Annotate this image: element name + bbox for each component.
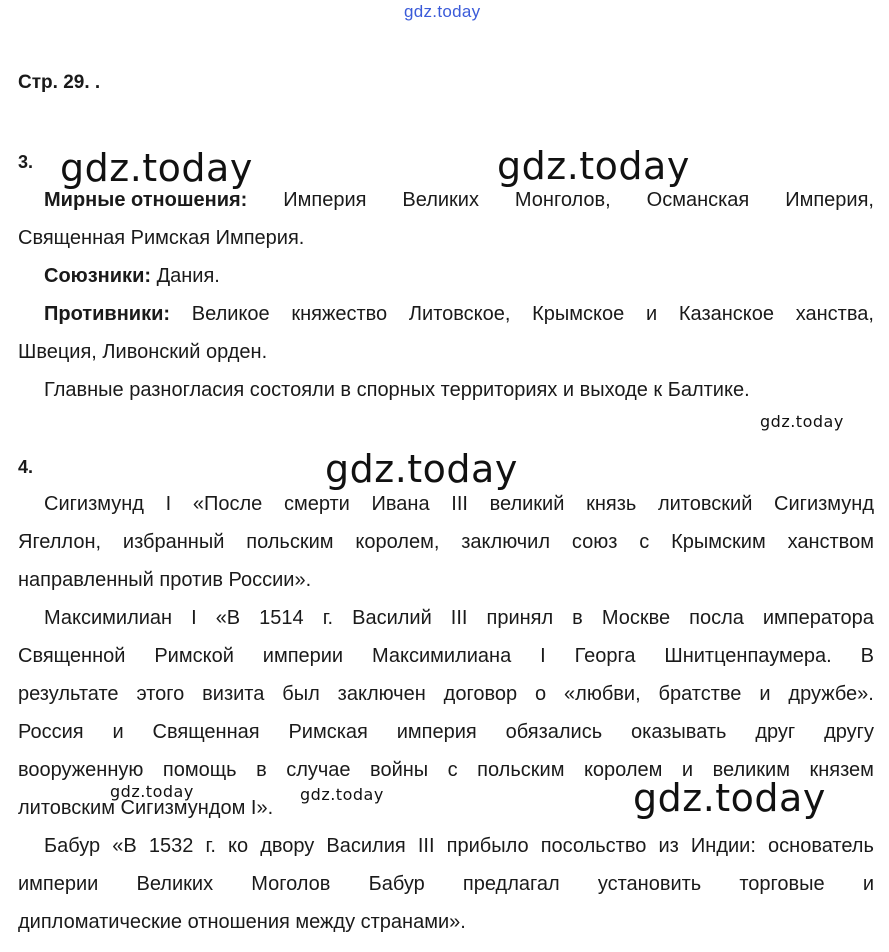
word: Римской xyxy=(154,645,234,667)
word: князем xyxy=(809,759,874,781)
word: Сигизмунд xyxy=(774,493,874,515)
word: оказывать xyxy=(631,721,727,743)
word: Крымским xyxy=(671,531,766,553)
word: случае xyxy=(286,759,351,781)
word: польским xyxy=(246,531,334,553)
word: Империя xyxy=(283,189,367,211)
word: Османская xyxy=(646,189,750,211)
allies-value: Дания. xyxy=(151,265,220,287)
word: и xyxy=(759,683,771,705)
p2-line-6: литовским Сигизмундом I». xyxy=(18,797,274,819)
word: в xyxy=(256,759,267,781)
allies-line xyxy=(18,257,874,295)
section-4-number: 4. xyxy=(18,457,34,477)
word: «В xyxy=(215,607,241,629)
section-3-number: 3. xyxy=(18,152,34,172)
word: королем, xyxy=(355,531,440,553)
word: предлагал xyxy=(462,873,560,895)
word: Ивана xyxy=(371,493,430,515)
p1-line-1 xyxy=(18,485,874,523)
word: I xyxy=(540,645,546,667)
word: братстве xyxy=(658,683,742,705)
p2-line-2 xyxy=(18,637,874,675)
word: польским xyxy=(477,759,565,781)
word: основатель xyxy=(768,835,874,857)
word: «В xyxy=(112,835,137,857)
word: I xyxy=(191,607,197,629)
word: прибыло xyxy=(446,835,529,857)
word: посла xyxy=(689,607,744,629)
p2-line-3 xyxy=(18,675,874,713)
word: и xyxy=(112,721,124,743)
word: «любви, xyxy=(564,683,641,705)
word: империи xyxy=(262,645,344,667)
word: посольство xyxy=(540,835,647,857)
word: с xyxy=(447,759,458,781)
word: Казанское xyxy=(678,303,774,325)
word: I xyxy=(165,493,172,515)
word: союз xyxy=(571,531,618,553)
section-3-text xyxy=(18,181,874,409)
word: ханством xyxy=(787,531,874,553)
peace-line-1 xyxy=(18,181,874,219)
word: Литовское, xyxy=(408,303,511,325)
word: Сигизмунд xyxy=(44,493,144,515)
word: заключен xyxy=(337,683,426,705)
word: III xyxy=(450,607,468,629)
watermark: gdz.today xyxy=(325,447,518,491)
word: двору xyxy=(260,835,315,857)
word: установить xyxy=(597,873,702,895)
word: Монголов, xyxy=(514,189,611,211)
top-watermark: gdz.today xyxy=(404,2,481,21)
word: Моголов xyxy=(251,873,331,895)
watermark: gdz.today xyxy=(760,412,844,431)
conclusion-line: Главные разногласия состояли в спорных территориях и выходе к Балтике. xyxy=(44,379,750,401)
word: великий xyxy=(489,493,565,515)
word: княжество xyxy=(291,303,388,325)
word: обязались xyxy=(505,721,603,743)
word: Москве xyxy=(601,607,671,629)
word: дружбе». xyxy=(788,683,874,705)
p3-line-3: дипломатические отношения между странами». xyxy=(18,911,466,933)
word: ко xyxy=(228,835,249,857)
word: Бабур xyxy=(44,835,101,857)
word: о xyxy=(535,683,547,705)
word: императора xyxy=(762,607,874,629)
word: Максимилиана xyxy=(372,645,512,667)
word: великим xyxy=(712,759,790,781)
word: другу xyxy=(824,721,874,743)
peace-line-2: Священная Римская Империя. xyxy=(18,227,305,249)
p3-line-2 xyxy=(18,865,874,903)
word: Великих xyxy=(402,189,479,211)
word: Василия xyxy=(326,835,406,857)
word: Ягеллон, xyxy=(18,531,102,553)
word: и xyxy=(681,759,694,781)
word: III xyxy=(417,835,435,857)
word: в xyxy=(572,607,583,629)
word: Василий xyxy=(352,607,432,629)
word: Крымское xyxy=(532,303,625,325)
word: Шнитценпаумера. xyxy=(664,645,832,667)
word: г. xyxy=(205,835,216,857)
word: 1532 xyxy=(148,835,194,857)
word: Бабур xyxy=(368,873,425,895)
word: III xyxy=(451,493,468,515)
word: договор xyxy=(443,683,518,705)
watermark: gdz.today xyxy=(633,776,826,820)
word: г. xyxy=(322,607,334,629)
word: торговые xyxy=(739,873,825,895)
word: этого xyxy=(136,683,185,705)
word: князь xyxy=(586,493,637,515)
watermark: gdz.today xyxy=(110,782,194,801)
word: войны xyxy=(370,759,429,781)
allies-label: Союзники: xyxy=(44,265,152,287)
word: Римская xyxy=(288,721,368,743)
word: Георга xyxy=(574,645,636,667)
word: «После xyxy=(192,493,263,515)
word: с xyxy=(639,531,650,553)
word: избранный xyxy=(122,531,225,553)
word: Россия xyxy=(18,721,84,743)
enemies-label: Противники: xyxy=(44,303,171,325)
word: смерти xyxy=(283,493,350,515)
watermark: gdz.today xyxy=(300,785,384,804)
word: ханства, xyxy=(795,303,874,325)
peace-label: Мирные отношения: xyxy=(44,189,248,211)
word: и xyxy=(646,303,658,325)
word: Великое xyxy=(191,303,270,325)
word: визита xyxy=(202,683,265,705)
word: принял xyxy=(486,607,554,629)
watermark: gdz.today xyxy=(60,146,253,190)
p2-line-1 xyxy=(18,599,874,637)
enemies-line-1 xyxy=(18,295,874,333)
word: Максимилиан xyxy=(44,607,173,629)
word: королем xyxy=(583,759,663,781)
word: Великих xyxy=(136,873,214,895)
word: и xyxy=(862,873,874,895)
enemies-line-2: Швеция, Ливонский орден. xyxy=(18,341,268,363)
word: Империя, xyxy=(785,189,874,211)
word: из xyxy=(658,835,679,857)
page-number-heading: Стр. 29. . xyxy=(18,72,101,93)
word: Индии: xyxy=(690,835,756,857)
word: империя xyxy=(396,721,477,743)
p2-line-4 xyxy=(18,713,874,751)
p3-line-1 xyxy=(18,827,874,865)
word: 1514 xyxy=(259,607,304,629)
word: заключил xyxy=(461,531,551,553)
word: вооруженную xyxy=(18,759,144,781)
word: империи xyxy=(18,873,99,895)
word: был xyxy=(282,683,320,705)
word: Священной xyxy=(18,645,126,667)
word: помощь xyxy=(162,759,237,781)
watermark: gdz.today xyxy=(497,144,690,188)
word: литовский xyxy=(657,493,753,515)
word: друг xyxy=(755,721,796,743)
p1-line-2 xyxy=(18,523,874,561)
section-4-text xyxy=(18,485,874,941)
word: результате xyxy=(18,683,119,705)
p1-line-3: направленный против России». xyxy=(18,569,312,591)
word: В xyxy=(860,645,874,667)
word: Священная xyxy=(152,721,260,743)
